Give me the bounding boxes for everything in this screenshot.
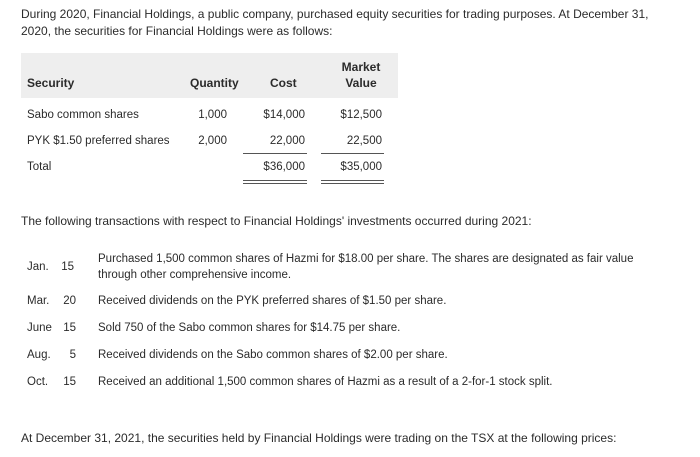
transaction-text: Received an additional 1,500 common shares of Hazmi as a result of a 2-for-1 stock split. [98,376,553,388]
cell-cost: $14,000 [263,109,305,121]
transaction-day: 5 [69,349,76,361]
cell-quantity: 1,000 [198,109,227,121]
transaction-day: 15 [61,261,74,273]
table-header [21,53,398,98]
table-total-row [21,156,398,186]
cost-subtotal-line [243,153,307,154]
header-quantity: Quantity [190,76,239,90]
market-subtotal-line [321,153,384,154]
table-row [21,129,398,156]
header-value: Value [345,76,377,90]
securities-table [21,53,398,186]
cell-total-label: Total [27,161,52,173]
intro-paragraph: During 2020, Financial Holdings, a public company, purchased equity securities for trading purposes. At December 31, 2020, the securities for Financial Holdings were as follows: [21,7,649,38]
transaction-month: Aug. [27,349,51,361]
cell-total-cost: $36,000 [263,161,305,173]
cell-security: Sabo common shares [27,109,139,121]
transactions-intro: The following transactions with respect to Financial Holdings' investments occurred during 2021: [21,214,532,228]
transaction-text: Received dividends on the PYK preferred shares of $1.50 per share. [98,295,447,307]
cell-market-value: $12,500 [340,109,382,121]
cell-cost: 22,000 [269,135,305,147]
transaction-day: 20 [63,295,76,307]
transaction-text: Sold 750 of the Sabo common shares for $14.75 per share. [98,322,401,334]
transaction-month: Jan. [27,261,49,273]
cell-security: PYK $1.50 preferred shares [27,135,170,147]
cell-market-value: 22,500 [346,135,382,147]
transaction-month: Mar. [27,295,50,307]
table-row [21,102,398,129]
transaction-day: 15 [63,376,76,388]
cell-total-market-value: $35,000 [340,161,382,173]
transaction-month: June [27,322,52,334]
cell-quantity: 2,000 [198,135,227,147]
transaction-text: Received dividends on the Sabo common shares of $2.00 per share. [98,349,448,361]
transaction-day: 15 [63,322,76,334]
header-cost: Cost [270,76,297,90]
transaction-text: Purchased 1,500 common shares of Hazmi for $18.00 per share. The shares are designated as fair value through other comprehensive income. [98,253,634,281]
transaction-month: Oct. [27,376,49,388]
market-total-double-line [321,180,384,184]
closing-paragraph: At December 31, 2021, the securities held by Financial Holdings were trading on the TSX at the following prices: [21,431,617,445]
header-market: Market [341,60,381,74]
cost-total-double-line [243,180,307,184]
header-security: Security [27,76,75,90]
